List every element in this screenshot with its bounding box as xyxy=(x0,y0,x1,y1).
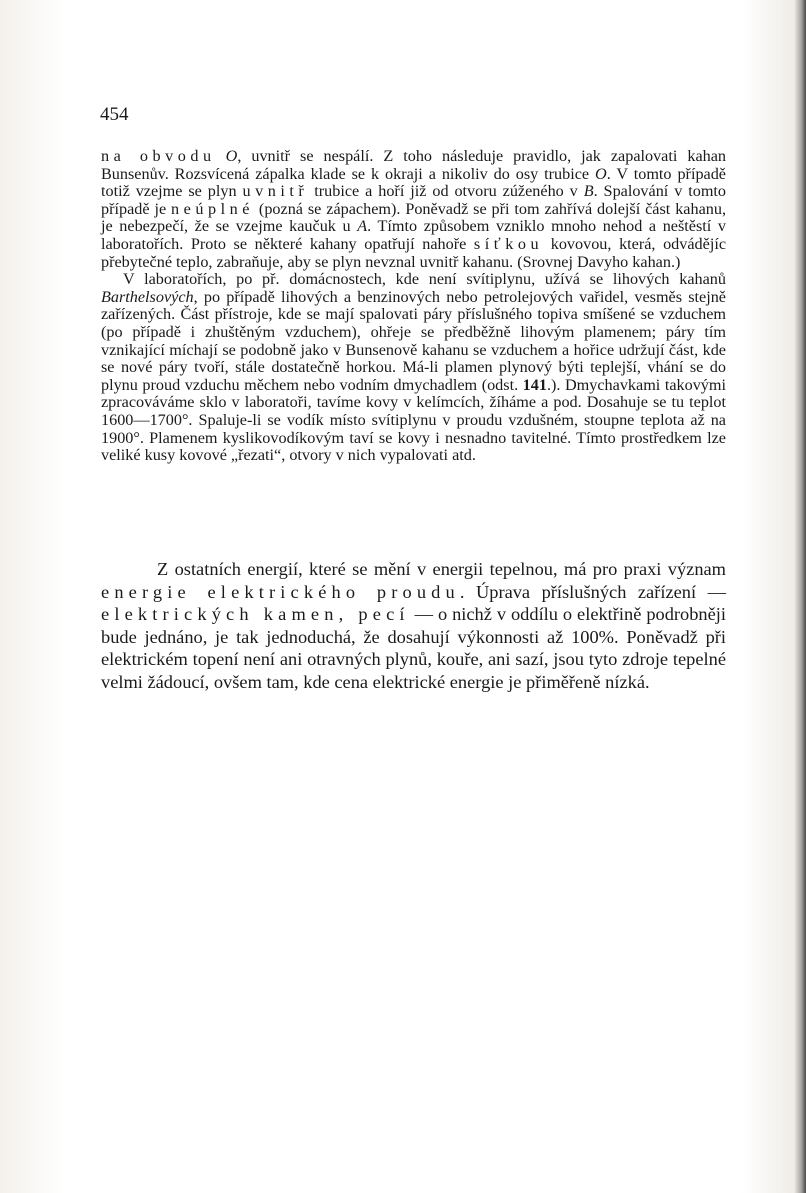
text-run: V laboratořích, po př. domácnostech, kde není svítiplynu, užívá se lihových kahanů xyxy=(123,270,726,289)
text-run: . Tímto způsobem vzniklo mnoho nehod a neštěstí v laboratořích. Proto se některé kahany opatřují nahoře xyxy=(101,217,726,253)
text-run: . Spalování v tomto případě je xyxy=(101,182,727,218)
text-run: . Úprava příslušných zařízení — xyxy=(459,581,726,602)
small-print-section xyxy=(101,148,726,465)
text-run xyxy=(216,147,226,165)
spaced-emphasis: na obvodu xyxy=(101,147,216,165)
text-run: , uvnitř se nespálí. Z toho následuje pravidlo, jak zapalovati kahan Bunsenův. Rozsvícená zápalka klade se k okraji a nikoliv do osy trubice xyxy=(101,147,726,183)
text-run: — o nichž v oddílu o elektřině podrobněji bude jednáno, je tak jednoduchá, že dosahují výkonnosti až 100%. Poněvadž při elektrickém topení není ani otravných plynů, kouře, ani sazí, jsou tyto zdroje tepelné velmi žádoucí, ovšem tam, kde cena elektrické energie je přiměřeně nízká. xyxy=(101,604,727,692)
text-run: . V tomto případě totiž vzejme se plyn xyxy=(101,164,726,201)
text-run: .). Dmychavkami takovými zpracováváme sklo v laboratoři, tavíme kovy v kelímcích, žíháme a pod. Dosahuje se tu teplot 1600—1700°. Spaluje-li se vodík místo svítiplynu v proudu vzdušném, stoupne teplota až na 1900°. Plamenem kyslikovodíkovým taví se kovy i nesnadno tavitelné. Tímto prostředkem lze veliké kusy kovové „řezati“, otvory v nich vypalovati atd. xyxy=(101,375,726,465)
text-run: , po případě lihových a benzinových nebo petrolejových vařidel, vesměs stejně zařízených. Část přístroje, kde se mají spalovati páry příslušného topiva smíšené se vzduchem (po případě i zhuštěným vzduchem), ohřeje se předběžně lihovým plamenem; páry tím vznikající míchají se podobně jako v Bunsenově kahanu se vzduchem a hořice udržují část, kde se nové páry tvoří, stále dostatečně horkou. Má-li plamen plynový býti teplejší, vhání se do plynu proud vzduchu měchem nebo vodním dmychadlem (odst. xyxy=(101,287,726,394)
page-edge-shadow xyxy=(794,0,806,1193)
italic-symbol: O xyxy=(225,147,238,165)
bold-reference: 141 xyxy=(522,375,547,394)
paragraph-electric-energy xyxy=(101,558,726,694)
spaced-emphasis: neúplné xyxy=(171,199,255,218)
spaced-emphasis: energie elektrického proudu xyxy=(101,581,460,602)
paragraph-bunsen-burner xyxy=(101,148,726,271)
italic-symbol: B xyxy=(583,182,594,201)
spaced-emphasis: uvnitř xyxy=(242,182,309,201)
text-run: trubice a hoří již od otvoru zúženého v xyxy=(308,182,584,201)
italic-symbol: A xyxy=(357,217,368,236)
page-number: 454 xyxy=(100,104,129,125)
paragraph-laboratory-burners xyxy=(101,271,726,465)
text-run: Z ostatních energií, které se mění v energii tepelnou, má pro praxi význam xyxy=(157,559,726,579)
main-text-section xyxy=(101,558,726,694)
spaced-emphasis: elektrických kamen, pecí xyxy=(101,604,410,625)
spaced-emphasis: síťkou xyxy=(473,234,544,253)
text-run: (pozná se zápachem). Poněvadž se při tom zahřívá dolejší část kahanu, je nebezpečí, že se vzejme kaučuk u xyxy=(101,199,726,236)
italic-symbol: O xyxy=(595,164,607,183)
text-run: kovovou, která, odvádějíc přebytečné teplo, zabraňuje, aby se plyn nevznal uvnitř kahanu. (Srovnej Davyho kahan.) xyxy=(101,234,727,271)
italic-name: Barthelsových xyxy=(101,287,194,306)
